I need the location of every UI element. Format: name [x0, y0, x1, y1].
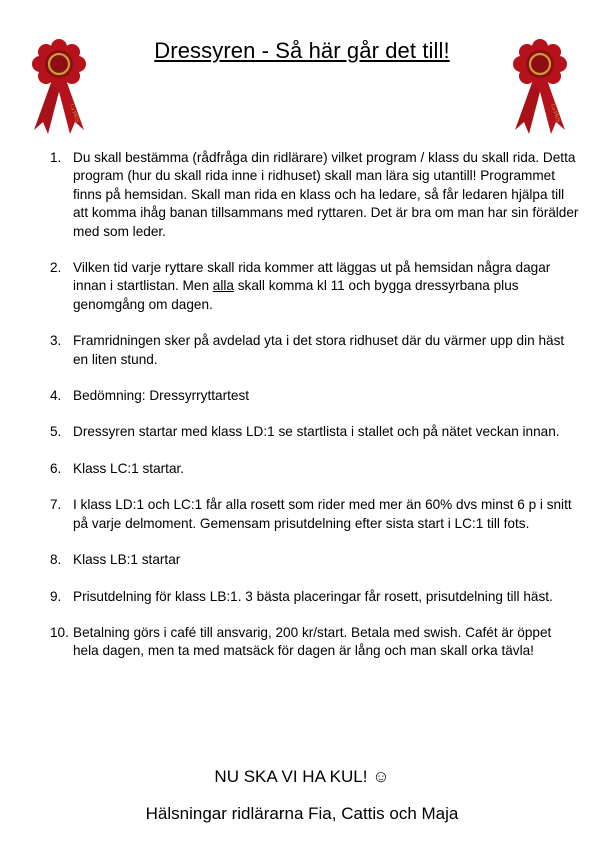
- list-item: 8. Klass LB:1 startar: [50, 552, 181, 568]
- svg-text:1:a PRIS: 1:a PRIS: [68, 102, 80, 124]
- list-item-text: Vilken tid varje ryttare skall rida kommer att läggas ut på hemsidan några dagar innan i startlistan. Men: [73, 260, 551, 294]
- svg-text:1:a PRIS: 1:a PRIS: [549, 102, 561, 124]
- list-item: 2. Vilken tid varje ryttare skall rida kommer att läggas ut på hemsidan några dagar innan i startlistan. Men alla skall komma kl 11 och bygga dressyrbana plus genomgång om dagen.: [50, 260, 551, 312]
- page-title: Dressyren - Så här går det till!: [154, 38, 450, 63]
- list-item-text: skall komma kl 11 och bygga dressyrbana plus genomgång om dagen.: [73, 278, 519, 312]
- underlined-word: alla: [212, 278, 234, 294]
- list-item: 1. Du skall bestämma (rådfråga din ridlärare) vilket program / klass du skall rida. Detta program (hur du skall rida inne i ridhuset) skall man lära sig utantill! Programmet finns på hemsidan. Skall man rida en klass och ha ledare, så får ledaren hjälpa till att komma ihåg banan tillsammans med ryttaren. Det är bra om man har sin förälder med som leder.: [50, 150, 579, 239]
- list-item: 5. Dressyren startar med klass LD:1 se startlista i stallet och på nätet veckan innan.: [50, 424, 560, 440]
- signature-line: Hälsningar ridlärarna Fia, Cattis och Maja: [145, 804, 459, 823]
- list-item-text: Klass LB:1 startar: [73, 552, 181, 568]
- list-item-text: Klass LC:1 startar.: [73, 460, 185, 476]
- list-item: 4. Bedömning: Dressyrryttartest: [50, 388, 250, 404]
- prize-rosette-icon: [509, 38, 571, 138]
- list-item-text: Bedömning: Dressyrryttartest: [73, 388, 250, 404]
- list-item: 6. Klass LC:1 startar.: [50, 460, 185, 476]
- instruction-list: [50, 149, 580, 679]
- closing-exclamation: NU SKA VI HA KUL! ☺: [214, 767, 390, 786]
- list-item-text: Du skall bestämma (rådfråga din ridlärare) vilket program / klass du skall rida. Detta program (hur du skall rida inne i ridhuset) skall man lära sig utantill! Programmet finns på hemsidan. Skall man rida en klass och ha ledare, så får ledaren hjälpa till att komma ihåg banan tillsammans med ryttaren. Det är bra om man har sin förälder med som leder.: [73, 150, 579, 239]
- list-item-text: Prisutdelning för klass LB:1. 3 bästa placeringar får rosett, prisutdelning till häst.: [73, 588, 553, 604]
- list-item: 9. Prisutdelning för klass LB:1. 3 bästa placeringar får rosett, prisutdelning till häst.: [50, 588, 553, 604]
- list-item-text: Dressyren startar med klass LD:1 se startlista i stallet och på nätet veckan innan.: [73, 424, 560, 440]
- list-item: 10. Betalning görs i café till ansvarig, 200 kr/start. Betala med swish. Cafét är öppet hela dagen, men ta med matsäck för dagen är lång och man skall orka tävla!: [50, 624, 552, 659]
- list-item: 3. Framridningen sker på avdelad yta i det stora ridhuset där du värmer upp din häst en liten stund.: [50, 333, 565, 367]
- list-item-text: Betalning görs i café till ansvarig, 200 kr/start. Betala med swish. Cafét är öppet hela dagen, men ta med matsäck för dagen är lång och man skall orka tävla!: [73, 624, 552, 659]
- list-item-text: Framridningen sker på avdelad yta i det stora ridhuset där du värmer upp din häst en liten stund.: [73, 333, 565, 367]
- list-item-text: I klass LD:1 och LC:1 får alla rosett som rider med mer än 60% dvs minst 6 p i snitt på varje delmoment. Gemensam prisutdelning efter sista start i LC:1 till fots.: [73, 497, 572, 531]
- list-item: 7. I klass LD:1 och LC:1 får alla rosett som rider med mer än 60% dvs minst 6 p i snitt på varje delmoment. Gemensam prisutdelning efter sista start i LC:1 till fots.: [50, 497, 572, 531]
